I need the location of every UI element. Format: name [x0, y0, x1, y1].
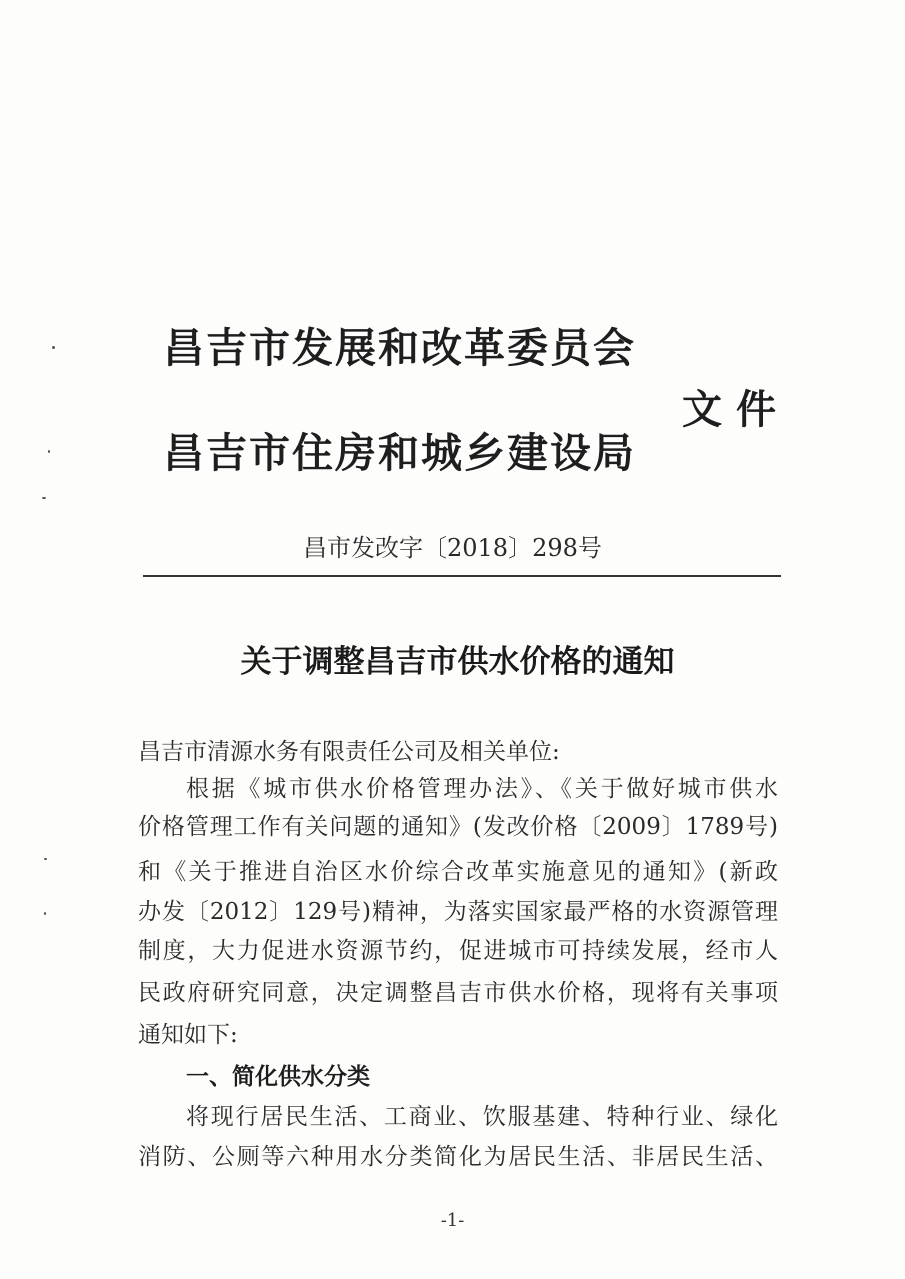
header-separator-line: [143, 575, 781, 577]
document-number: 昌市发改字〔2018〕298号: [303, 534, 602, 562]
paragraph-line: 办发〔2012〕129号)精神，为落实国家最严格的水资源管理: [138, 899, 778, 925]
section-heading: 一、简化供水分类: [186, 1063, 370, 1090]
paragraph-line: 制度，大力促进水资源节约，促进城市可持续发展，经市人: [138, 938, 778, 964]
notice-title: 关于调整昌吉市供水价格的通知: [240, 644, 675, 680]
issuer-name-2: 昌吉市住房和城乡建设局: [163, 429, 636, 477]
paragraph-line: 消防、公厕等六种用水分类简化为居民生活、非居民生活、: [138, 1144, 778, 1170]
scan-speck: [44, 858, 47, 860]
paragraph-line: 通知如下:: [138, 1022, 238, 1048]
scan-speck: [42, 497, 46, 499]
page-number: -1-: [440, 1210, 465, 1231]
document-label: 文件: [682, 386, 790, 433]
scan-speck: [52, 346, 55, 349]
addressee: 昌吉市清源水务有限责任公司及相关单位:: [138, 739, 560, 765]
paragraph-line: 将现行居民生活、工商业、饮服基建、特种行业、绿化: [186, 1104, 778, 1130]
scan-speck: [44, 912, 46, 915]
paragraph-line: 价格管理工作有关问题的通知》(发改价格〔2009〕1789号): [138, 814, 778, 840]
scan-speck: [48, 450, 50, 453]
paragraph-line: 民政府研究同意，决定调整昌吉市供水价格，现将有关事项: [138, 980, 778, 1006]
issuer-name-1: 昌吉市发展和改革委员会: [163, 324, 636, 372]
paragraph-line: 根据《城市供水价格管理办法》、《关于做好城市供水: [186, 776, 778, 802]
paragraph-line: 和《关于推进自治区水价综合改革实施意见的通知》(新政: [138, 859, 778, 885]
